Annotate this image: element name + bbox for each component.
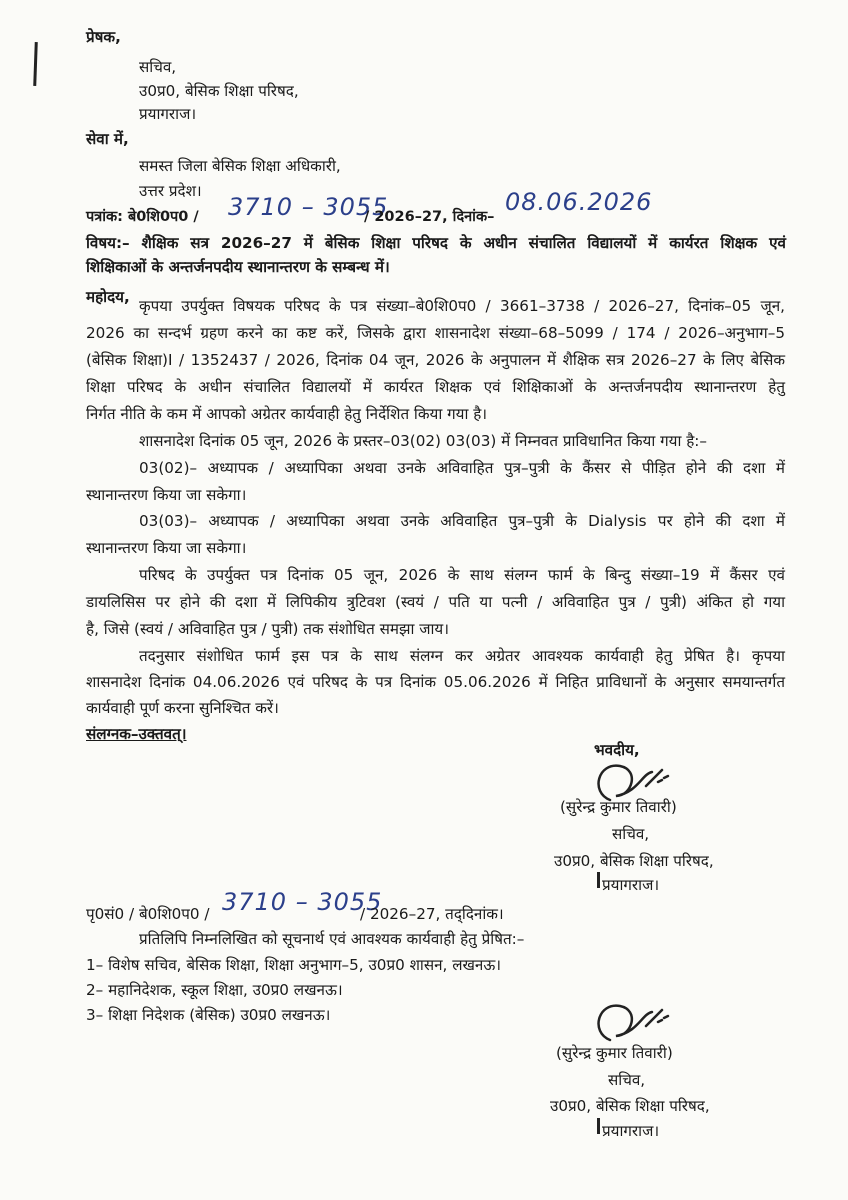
signatory-office: उ0प्र0, बेसिक शिक्षा परिषद, [554,852,714,870]
sender-line: सचिव, [139,58,177,76]
body-line: कृपया उपर्युक्त विषयक परिषद के पत्र संख्या–बे0शि0प0 / 3661–3738 / 2026–27, दिनांक–05 जून, [139,297,786,315]
ref-handwritten-number: 3710 – 3055 [228,193,389,221]
salutation: महोदय, [86,288,130,306]
enclosure: संलग्नक–उक्तवत्। [86,725,187,743]
margin-mark [33,42,38,86]
copy-item: 2– महानिदेशक, स्कूल शिक्षा, उ0प्र0 लखनऊ। [86,981,343,999]
recipient-label: सेवा में, [86,130,129,148]
copy-handwritten-number: 3710 – 3055 [222,888,383,916]
body-line: है, जिसे (स्वयं / अविवाहित पुत्र / पुत्री) तक संशोधित समझा जाय। [86,620,449,638]
copy-prefix: पृ0सं0 / बे0शि0प0 / [86,905,210,923]
signatory-city: प्रयागराज। [602,876,660,894]
body-line: शासनादेश दिनांक 04.06.2026 एवं परिषद के पत्र दिनांक 05.06.2026 में निहित प्राविधानों के अनुसार समयान्तर्गत [86,673,785,691]
signatory-designation: सचिव, [608,1071,646,1089]
ref-prefix: पत्रांक: बे0शि0प0 / [86,209,199,225]
recipient-line: समस्त जिला बेसिक शिक्षा अधिकारी, [139,157,341,175]
signatory-city: प्रयागराज। [602,1122,660,1140]
sender-line: उ0प्र0, बेसिक शिक्षा परिषद, [139,82,299,100]
body-line: 03(02)– अध्यापक / अध्यापिका अथवा उनके अविवाहित पुत्र–पुत्री के कैंसर से पीड़ित होने की दशा में [139,459,785,477]
subject-line: विषय:– शैक्षिक सत्र 2026–27 में बेसिक शिक्षा परिषद के अधीन संचालित विद्यालयों में कार्यरत शिक्षक एवं [86,234,786,252]
copy-suffix: / 2026–27, तद्‌दिनांक। [360,905,504,923]
signatory-name: (सुरेन्द्र कुमार तिवारी) [560,798,677,816]
subject-line: शिक्षिकाओं के अन्तर्जनपदीय स्थानान्तरण के सम्बन्ध में। [86,258,390,276]
body-line: 03(03)– अध्यापक / अध्यापिका अथवा उनके अविवाहित पुत्र–पुत्री के Dialysis पर होने की दशा में [139,512,785,530]
body-line: डायलिसिस पर होने की दशा में लिपिकीय त्रुटिवश (स्वयं / पति या पत्नी / अविवाहित पुत्र / पुत्री) अंकित हो गया [86,593,785,611]
ref-handwritten-date: 08.06.2026 [505,188,653,216]
body-line: कार्यवाही पूर्ण करना सुनिश्चित करें। [86,699,279,717]
ref-mid: / 2026–27, दिनांक– [364,209,495,225]
copy-intro: प्रतिलिपि निम्नलिखित को सूचनार्थ एवं आवश्यक कार्यवाही हेतु प्रेषित:– [139,930,525,948]
body-line: शिक्षा परिषद के अधीन संचालित विद्यालयों में कार्यरत शिक्षक एवं शिक्षिकाओं के अन्तर्जनपदीय स्थानान्तरण हेतु [86,378,785,396]
closing: भवदीय, [594,741,640,759]
body-line: (बेसिक शिक्षा)I / 1352437 / 2026, दिनांक 04 जून, 2026 के अनुपालन में शैक्षिक सत्र 2026–27 के लिए बेसिक [86,351,785,369]
body-line: स्थानान्तरण किया जा सकेगा। [86,486,247,504]
body-line: शासनादेश दिनांक 05 जून, 2026 के प्रस्तर–03(02) 03(03) में निम्नवत प्राविधानित किया गया है:– [139,432,707,450]
sender-line: प्रयागराज। [139,105,197,123]
copy-item: 3– शिक्षा निदेशक (बेसिक) उ0प्र0 लखनऊ। [86,1006,331,1024]
pen-stroke [597,872,600,888]
body-line: परिषद के उपर्युक्त पत्र दिनांक 05 जून, 2026 के साथ संलग्न फार्म के बिन्दु संख्या–19 में कैंसर एवं [139,566,785,584]
signatory-office: उ0प्र0, बेसिक शिक्षा परिषद, [550,1097,710,1115]
body-line: स्थानान्तरण किया जा सकेगा। [86,539,247,557]
body-line: तदनुसार संशोधित फार्म इस पत्र के साथ संलग्न कर अग्रेतर आवश्यक कार्यवाही हेतु प्रेषित है। कृपया [139,647,785,665]
body-line: 2026 का सन्दर्भ ग्रहण करने का कष्ट करें, जिसके द्वारा शासनादेश संख्या–68–5099 / 174 / 2026–अनुभाग–5 [86,324,785,342]
signatory-name: (सुरेन्द्र कुमार तिवारी) [556,1044,673,1062]
body-line: निर्गत नीति के कम में आपको अग्रेतर कार्यवाही हेतु निर्देशित किया गया है। [86,405,488,423]
recipient-line: उत्तर प्रदेश। [139,182,202,200]
sender-label: प्रेषक, [86,28,121,46]
pen-stroke [597,1118,600,1134]
copy-item: 1– विशेष सचिव, बेसिक शिक्षा, शिक्षा अनुभाग–5, उ0प्र0 शासन, लखनऊ। [86,956,502,974]
signatory-designation: सचिव, [612,825,650,843]
